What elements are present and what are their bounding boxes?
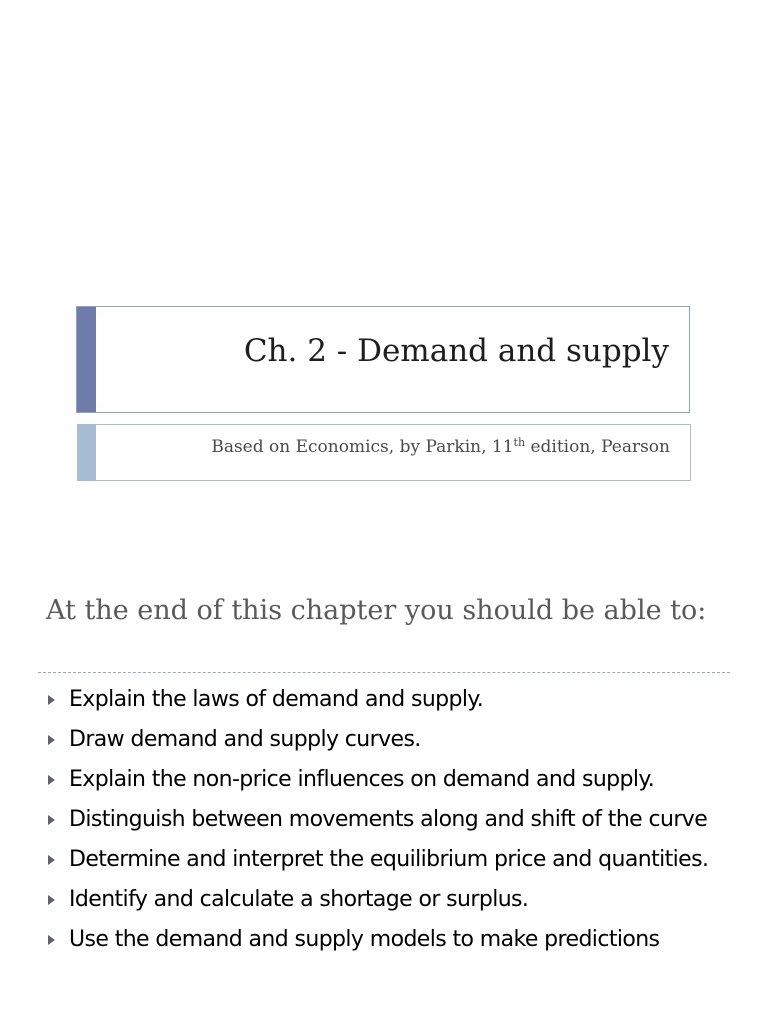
- list-item: [46, 843, 746, 876]
- list-item: [46, 883, 746, 916]
- list-item: [46, 923, 746, 956]
- list-item-text: Determine and interpret the equilibrium price and quantities.: [69, 847, 709, 872]
- triangle-right-icon: [48, 775, 55, 785]
- objectives-heading: At the end of this chapter you should be able to:: [46, 595, 707, 626]
- list-item-text: Distinguish between movements along and shift of the curve: [69, 807, 708, 832]
- triangle-right-icon: [48, 735, 55, 745]
- triangle-right-icon: [48, 815, 55, 825]
- list-item-text: Identify and calculate a shortage or surplus.: [69, 887, 529, 912]
- subtitle-suffix: edition, Pearson: [525, 437, 670, 457]
- list-item: [46, 803, 746, 836]
- list-item: [46, 723, 746, 756]
- list-item: [46, 763, 746, 796]
- title-accent-bar: [77, 307, 96, 412]
- subtitle-accent-bar: [78, 425, 96, 480]
- list-item: [46, 683, 746, 716]
- slide-title: Ch. 2 - Demand and supply: [243, 333, 669, 369]
- subtitle-box: [77, 424, 691, 481]
- title-box: [76, 306, 690, 413]
- subtitle-prefix: Based on Economics, by Parkin, 11: [211, 437, 514, 457]
- triangle-right-icon: [48, 895, 55, 905]
- triangle-right-icon: [48, 695, 55, 705]
- heading-divider: [38, 672, 730, 673]
- objectives-list: [46, 683, 746, 963]
- list-item-text: Draw demand and supply curves.: [69, 727, 421, 752]
- triangle-right-icon: [48, 935, 55, 945]
- triangle-right-icon: [48, 855, 55, 865]
- subtitle-superscript: th: [513, 436, 526, 449]
- list-item-text: Explain the non-price influences on demand and supply.: [69, 767, 655, 792]
- list-item-text: Use the demand and supply models to make predictions: [69, 927, 660, 952]
- slide-subtitle: [211, 436, 670, 457]
- list-item-text: Explain the laws of demand and supply.: [69, 687, 484, 712]
